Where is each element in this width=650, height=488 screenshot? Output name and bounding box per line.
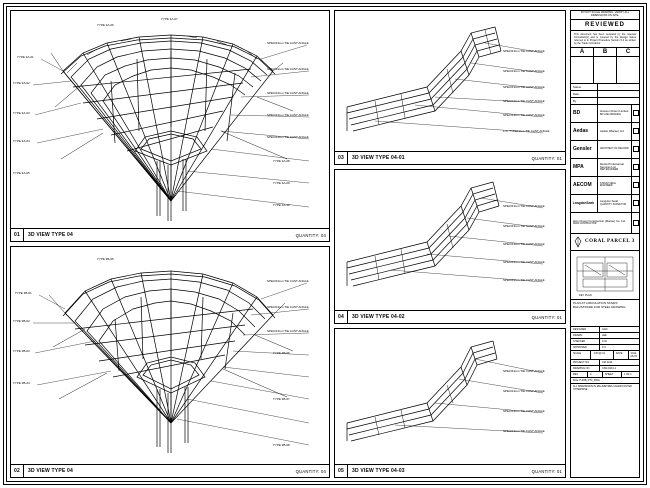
view-b-label-4: TYPE 3B-05 (97, 257, 114, 261)
review-field-date (571, 91, 639, 98)
view-a-titlebar (11, 228, 329, 241)
checkbox-icon[interactable] (633, 200, 639, 206)
consultant-name-maincontractor: Hsin Chong Construction (Macau) Co. Ltd. (573, 218, 626, 223)
checkbox-icon[interactable] (633, 220, 639, 226)
view-canvas-a (11, 11, 329, 228)
consultant-row-maincontractor (571, 213, 639, 234)
consultant-row-aecom (571, 177, 639, 195)
checkbox-icon[interactable] (633, 146, 639, 152)
consultant-sub-gensler: ARCHITECT OF RECORD (600, 147, 629, 151)
view-e-label-0: SPECIFIcon TIE CAST ANGLE (503, 369, 545, 373)
view-b-label-10: SPECIFIcon TIE CAST ANGLE (267, 329, 309, 333)
consultant-text-bd (597, 104, 631, 123)
view-e-titlebar (335, 464, 565, 477)
consultant-check-aedas[interactable] (631, 123, 639, 140)
field-value-projectno: CM-1014 (602, 360, 613, 364)
consultant-logo-aecom: AECOM (573, 182, 592, 189)
field-key-scale: SCALE (571, 351, 591, 359)
view-c-label-3: SPECIFIcon TIE CAST ANGLE (503, 99, 545, 103)
consultant-check-aecom[interactable] (631, 177, 639, 194)
review-status-b: B (594, 48, 617, 56)
view-b-label-3: TYPE 3B-04 (13, 381, 30, 385)
review-field-status-key: Status (571, 84, 598, 90)
consultant-name-bd: Houston Direct Limited (600, 109, 629, 114)
view-canvas-b (11, 247, 329, 464)
consultant-text-aedas (597, 122, 631, 141)
key-plan-diagram (571, 251, 639, 297)
view-a-label-8: TYPE 3A-09 (273, 181, 290, 185)
field-value-sheet: 1 OF 1 (624, 372, 632, 376)
view-e-label-1: SPECIFIcon TIE CAST ANGLE (503, 389, 545, 393)
consultant-logo-aedas: Aedas (573, 128, 589, 135)
view-frame-3d-type04-02[interactable] (334, 169, 566, 324)
review-stamp-body: This document has been reviewed by the relevant Consultant(s) and is covered by the Design status referred to in Project Procedure Section 5.4 as written by the Trade Contractor. (571, 31, 639, 48)
title-block-top-note: DO NOT SCALE DRAWING. VERIFY ALL DIMENSIONS ON SITE. (571, 11, 639, 20)
consultant-row-bd (571, 105, 639, 123)
view-b-label-8: SPECIFIcon TIE CAST ANGLE (267, 279, 309, 283)
view-e-label-3: SPECIFIcon TIE CAST ANGLE (503, 429, 545, 433)
checkbox-icon[interactable] (633, 164, 639, 170)
field-key-approved: APPROVED (571, 345, 600, 350)
view-e-quantity: QUANTITY: 01 (531, 468, 562, 474)
consultant-logo-gensler: Gensler (573, 146, 592, 153)
view-e-label-2: SPECIFIcon TIE CAST ANGLE (503, 409, 545, 413)
view-a-label-4: TYPE 3A-05 (13, 171, 30, 175)
view-a-name: 3D VIEW TYPE 04 (28, 232, 73, 238)
field-value-scale: 1:50 @ A1 (591, 351, 613, 359)
view-frame-3d-type04-b[interactable] (10, 246, 330, 478)
view-d-label-2: SPECIFIcon TIE CAST ANGLE (503, 242, 545, 246)
key-plan (571, 251, 639, 300)
view-b-label-1: TYPE 3B-02 (13, 319, 30, 323)
view-b-label-6: TYPE 3B-07 (273, 397, 290, 401)
checkbox-icon[interactable] (633, 182, 639, 188)
view-d-label-0: SPECIFIcon TIE CAST ANGLE (503, 204, 545, 208)
view-frame-3d-type04-03[interactable] (334, 328, 566, 478)
consultant-check-mpa[interactable] (631, 159, 639, 176)
consultant-sub-bd: BD UAE DRAWING (600, 112, 622, 116)
field-row-scale-date (571, 351, 639, 360)
review-status-c: C (625, 48, 631, 55)
view-b-titlebar (11, 464, 329, 477)
review-field-by-key: By (571, 98, 598, 104)
consultant-check-bd[interactable] (631, 105, 639, 122)
bottom-note: ALL DIMENSIONS IN MILLIMETRES UNLESS NOTED OTHERWISE (573, 384, 632, 391)
consultant-row-mpa (571, 159, 639, 177)
field-key-projectno: PROJECT NO (571, 360, 600, 365)
view-b-label-2: TYPE 3B-03 (13, 349, 30, 353)
field-value-checked: C.W (602, 339, 607, 343)
view-a-label-2: TYPE 3A-03 (13, 111, 30, 115)
consultant-logo-bd: BD (573, 110, 581, 117)
field-key-date: DATE (614, 351, 629, 359)
review-status-boxes[interactable] (571, 57, 639, 84)
field-key-drawn: DRAWN (571, 333, 600, 338)
consultant-name-mpa: Mecta Professional Services Ltd. (600, 161, 624, 170)
field-value-drawingno: CSD-0413-1 (602, 366, 616, 370)
drawing-title: PLAN AT CIRCULATION STAIRS BALUSTRADE FOR STEEL DRAWING (571, 300, 639, 327)
view-b-label-0: TYPE 3B-01 (15, 291, 32, 295)
view-a-label-16: SPECIFIcon TIE CAST ANGLE (267, 135, 309, 139)
consultant-check-maincontractor[interactable] (631, 213, 639, 233)
view-canvas-d (335, 170, 565, 310)
field-value-designed: GAD (602, 327, 608, 331)
key-plan-label: KEY PLAN (579, 293, 592, 297)
consultant-text-maincontractor (571, 212, 631, 234)
review-box-a[interactable] (571, 57, 594, 83)
view-canvas-e (335, 329, 565, 464)
consultant-text-langdonseah (597, 194, 631, 213)
view-b-quantity: QUANTITY: 04 (295, 468, 326, 474)
view-a-label-7: TYPE 3A-08 (273, 159, 290, 163)
field-key-sheet: SHEET (603, 372, 622, 377)
consultant-sub-aecom: STRUCTURAL ENGINEER (600, 181, 616, 188)
view-frame-3d-type04-a[interactable] (10, 10, 330, 242)
view-c-label-0: SPECIFIcon TIE CAST ANGLE (503, 49, 545, 53)
view-a-label-0: TYPE 3A-01 (17, 55, 34, 59)
field-key-drawingno: DRAWING NO (571, 366, 600, 371)
consultant-row-aedas (571, 123, 639, 141)
review-field-status (571, 84, 639, 91)
field-value-approved: K.C (602, 345, 607, 349)
consultant-name-langdonseah: Langdon Seah (600, 199, 619, 204)
view-b-label-7: TYPE 3B-08 (273, 443, 290, 447)
consultant-sub-langdonseah: QUANTITY SURVEYOR (600, 202, 627, 206)
view-c-bubble: 03 (335, 152, 348, 164)
review-box-c[interactable] (617, 57, 639, 83)
consultant-logo-langdonseah: LangdonSeah (573, 201, 595, 206)
field-value-rev: A (588, 372, 603, 377)
review-field-date-value (598, 91, 639, 97)
field-value-date: 2014-08-15 (630, 351, 637, 358)
view-e-bubble: 05 (335, 465, 348, 477)
view-c-label-2: SPECIFIcon TIE CAST ANGLE (503, 85, 545, 89)
field-key-designed: DESIGNED (571, 327, 600, 332)
project-name: CORAL PARCEL 3 (585, 239, 635, 245)
review-box-b[interactable] (594, 57, 617, 83)
consultant-text-gensler (597, 140, 631, 159)
view-d-quantity: QUANTITY: 01 (531, 314, 562, 320)
view-a-quantity: QUANTITY: 04 (295, 232, 326, 238)
checkbox-icon[interactable] (633, 110, 639, 116)
view-d-label-3: SPECIFIcon TIE CAST ANGLE (503, 260, 545, 264)
consultant-row-gensler (571, 141, 639, 159)
coral-logo-icon (573, 236, 583, 248)
consultant-sub-maincontractor: MAIN CONTRACTOR (573, 222, 597, 226)
view-a-label-5: TYPE 3A-06 (97, 23, 114, 27)
view-c-label-4: SPECIFIcon TIE CAST ANGLE (503, 113, 545, 117)
view-c-label-1: SPECIFIcon TIE CAST ANGLE (503, 69, 545, 73)
view-a-label-3: TYPE 3A-04 (13, 139, 30, 143)
view-a-bubble: 01 (11, 229, 24, 241)
file-note: FILE: P-R3B_PTC_DWG (571, 378, 639, 384)
view-a-label-1: TYPE 3A-02 (13, 81, 30, 85)
view-canvas-c (335, 11, 565, 151)
view-d-bubble: 04 (335, 311, 348, 323)
view-b-name: 3D VIEW TYPE 04 (28, 468, 73, 474)
view-a-label-14: SPECIFIcon TIE CAST ANGLE (267, 91, 309, 95)
view-b-bubble: 02 (11, 465, 24, 477)
view-a-label-9: TYPE 3A-10 (273, 203, 290, 207)
view-c-titlebar (335, 151, 565, 164)
view-a-label-12: SPECIFIcon TIE CAST ANGLE (267, 41, 309, 45)
view-a-label-6: TYPE 3A-07 (161, 17, 178, 21)
field-value-drawn: LEE (602, 333, 607, 337)
field-key-checked: CHECKED (571, 339, 600, 344)
consultant-row-langdonseah (571, 195, 639, 213)
view-e-name: 3D VIEW TYPE 04-03 (352, 468, 405, 474)
view-d-titlebar (335, 310, 565, 323)
consultant-text-aecom (597, 176, 631, 195)
review-field-date-key: Date (571, 91, 598, 97)
view-b-label-5: TYPE 3B-06 (273, 351, 290, 355)
consultant-sub-mpa: MEP ENGINEER (600, 168, 619, 172)
view-d-name: 3D VIEW TYPE 04-02 (352, 314, 405, 320)
view-d-label-1: SPECIFIcon TIE CAST ANGLE (503, 224, 545, 228)
field-key-rev: REV (571, 372, 588, 377)
view-c-name: 3D VIEW TYPE 04-01 (352, 155, 405, 161)
consultant-check-langdonseah[interactable] (631, 195, 639, 212)
title-block (570, 10, 640, 478)
project-band (571, 234, 639, 251)
view-a-label-13: SPECIFIcon TIE CAST ANGLE (267, 67, 309, 71)
checkbox-icon[interactable] (633, 128, 639, 134)
review-stamp-title: REVIEWED (571, 20, 639, 31)
view-a-label-15: SPECIFIcon TIE CAST ANGLE (267, 113, 309, 117)
view-c-quantity: QUANTITY: 01 (531, 155, 562, 161)
consultant-check-gensler[interactable] (631, 141, 639, 158)
view-frame-3d-type04-01[interactable] (334, 10, 566, 165)
consultant-text-mpa (597, 158, 631, 177)
view-b-label-9: SPECIFIcon TIE CAST ANGLE (267, 305, 309, 309)
stair-balustrade-drawing-d (335, 170, 565, 310)
consultant-logo-mpa: MPA (573, 164, 584, 171)
review-status-headers (571, 48, 639, 57)
view-c-label-5: L.S. TYPEFIcon TIE CAST ANGLE (503, 129, 550, 133)
review-field-status-value (598, 84, 639, 90)
view-d-label-4: SPECIFIcon TIE CAST ANGLE (503, 278, 545, 282)
stair-balustrade-drawing-e (335, 329, 565, 464)
consultant-name-aedas: Aedas (Macau) Ltd. (600, 128, 625, 133)
review-status-a: A (571, 48, 594, 56)
